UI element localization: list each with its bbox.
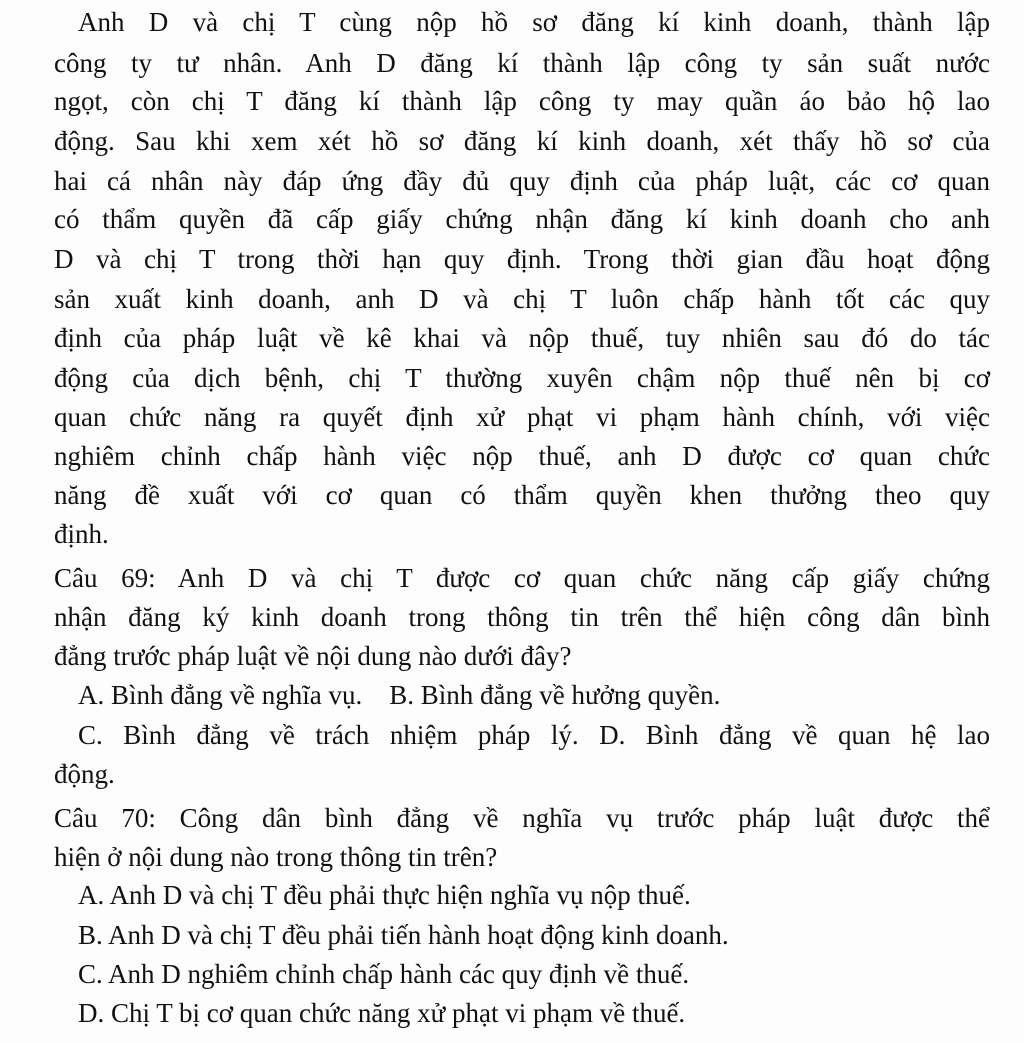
passage-line: ngọt, còn chị T đăng kí thành lập công ty may quần áo bảo hộ lao [54,86,990,116]
passage-line: có thẩm quyền đã cấp giấy chứng nhận đăng kí kinh doanh cho anh [54,204,990,234]
question-69-options-cd: C. Bình đẳng về trách nhiệm pháp lý. D. Bình đẳng về quan hệ lao [78,720,990,750]
question-69-options-ab: A. Bình đẳng về nghĩa vụ. B. Bình đẳng về hưởng quyền. [78,680,721,710]
question-70-option-b: B. Anh D và chị T đều phải tiến hành hoạt động kinh doanh. [78,920,729,950]
question-70-stem: hiện ở nội dung nào trong thông tin trên? [54,842,498,872]
question-70-option-d: D. Chị T bị cơ quan chức năng xử phạt vi phạm về thuế. [78,998,686,1028]
passage-line: hai cá nhân này đáp ứng đầy đủ quy định của pháp luật, các cơ quan [54,166,990,196]
question-69-stem: Câu 69: Anh D và chị T được cơ quan chức năng cấp giấy chứng [54,563,990,593]
passage-line: sản xuất kinh doanh, anh D và chị T luôn chấp hành tốt các quy [54,284,990,314]
passage-line: định của pháp luật về kê khai và nộp thuế, tuy nhiên sau đó do tác [54,323,990,353]
passage-line: D và chị T trong thời hạn quy định. Trong thời gian đầu hoạt động [54,244,990,274]
question-69-stem: đẳng trước pháp luật về nội dung nào dưới đây? [54,641,572,671]
passage-line: động của dịch bệnh, chị T thường xuyên chậm nộp thuế nên bị cơ [54,363,990,393]
question-69-stem: nhận đăng ký kinh doanh trong thông tin trên thể hiện công dân bình [54,602,990,632]
passage-line: công ty tư nhân. Anh D đăng kí thành lập công ty sản suất nước [54,48,990,78]
question-70-stem: Câu 70: Công dân bình đẳng về nghĩa vụ trước pháp luật được thể [54,803,990,833]
question-70-option-a: A. Anh D và chị T đều phải thực hiện nghĩa vụ nộp thuế. [78,880,691,910]
question-70-option-c: C. Anh D nghiêm chỉnh chấp hành các quy định về thuế. [78,959,690,989]
passage-line: quan chức năng ra quyết định xử phạt vi phạm hành chính, với việc [54,402,990,432]
passage-line: nghiêm chỉnh chấp hành việc nộp thuế, anh D được cơ quan chức [54,441,990,471]
passage-line: động. Sau khi xem xét hồ sơ đăng kí kinh doanh, xét thấy hồ sơ của [54,126,990,156]
passage-line: định. [54,519,109,549]
passage-line: năng đề xuất với cơ quan có thẩm quyền khen thưởng theo quy [54,480,990,510]
question-69-options-cd: động. [54,759,115,789]
passage-line: Anh D và chị T cùng nộp hồ sơ đăng kí kinh doanh, thành lập [78,7,990,37]
